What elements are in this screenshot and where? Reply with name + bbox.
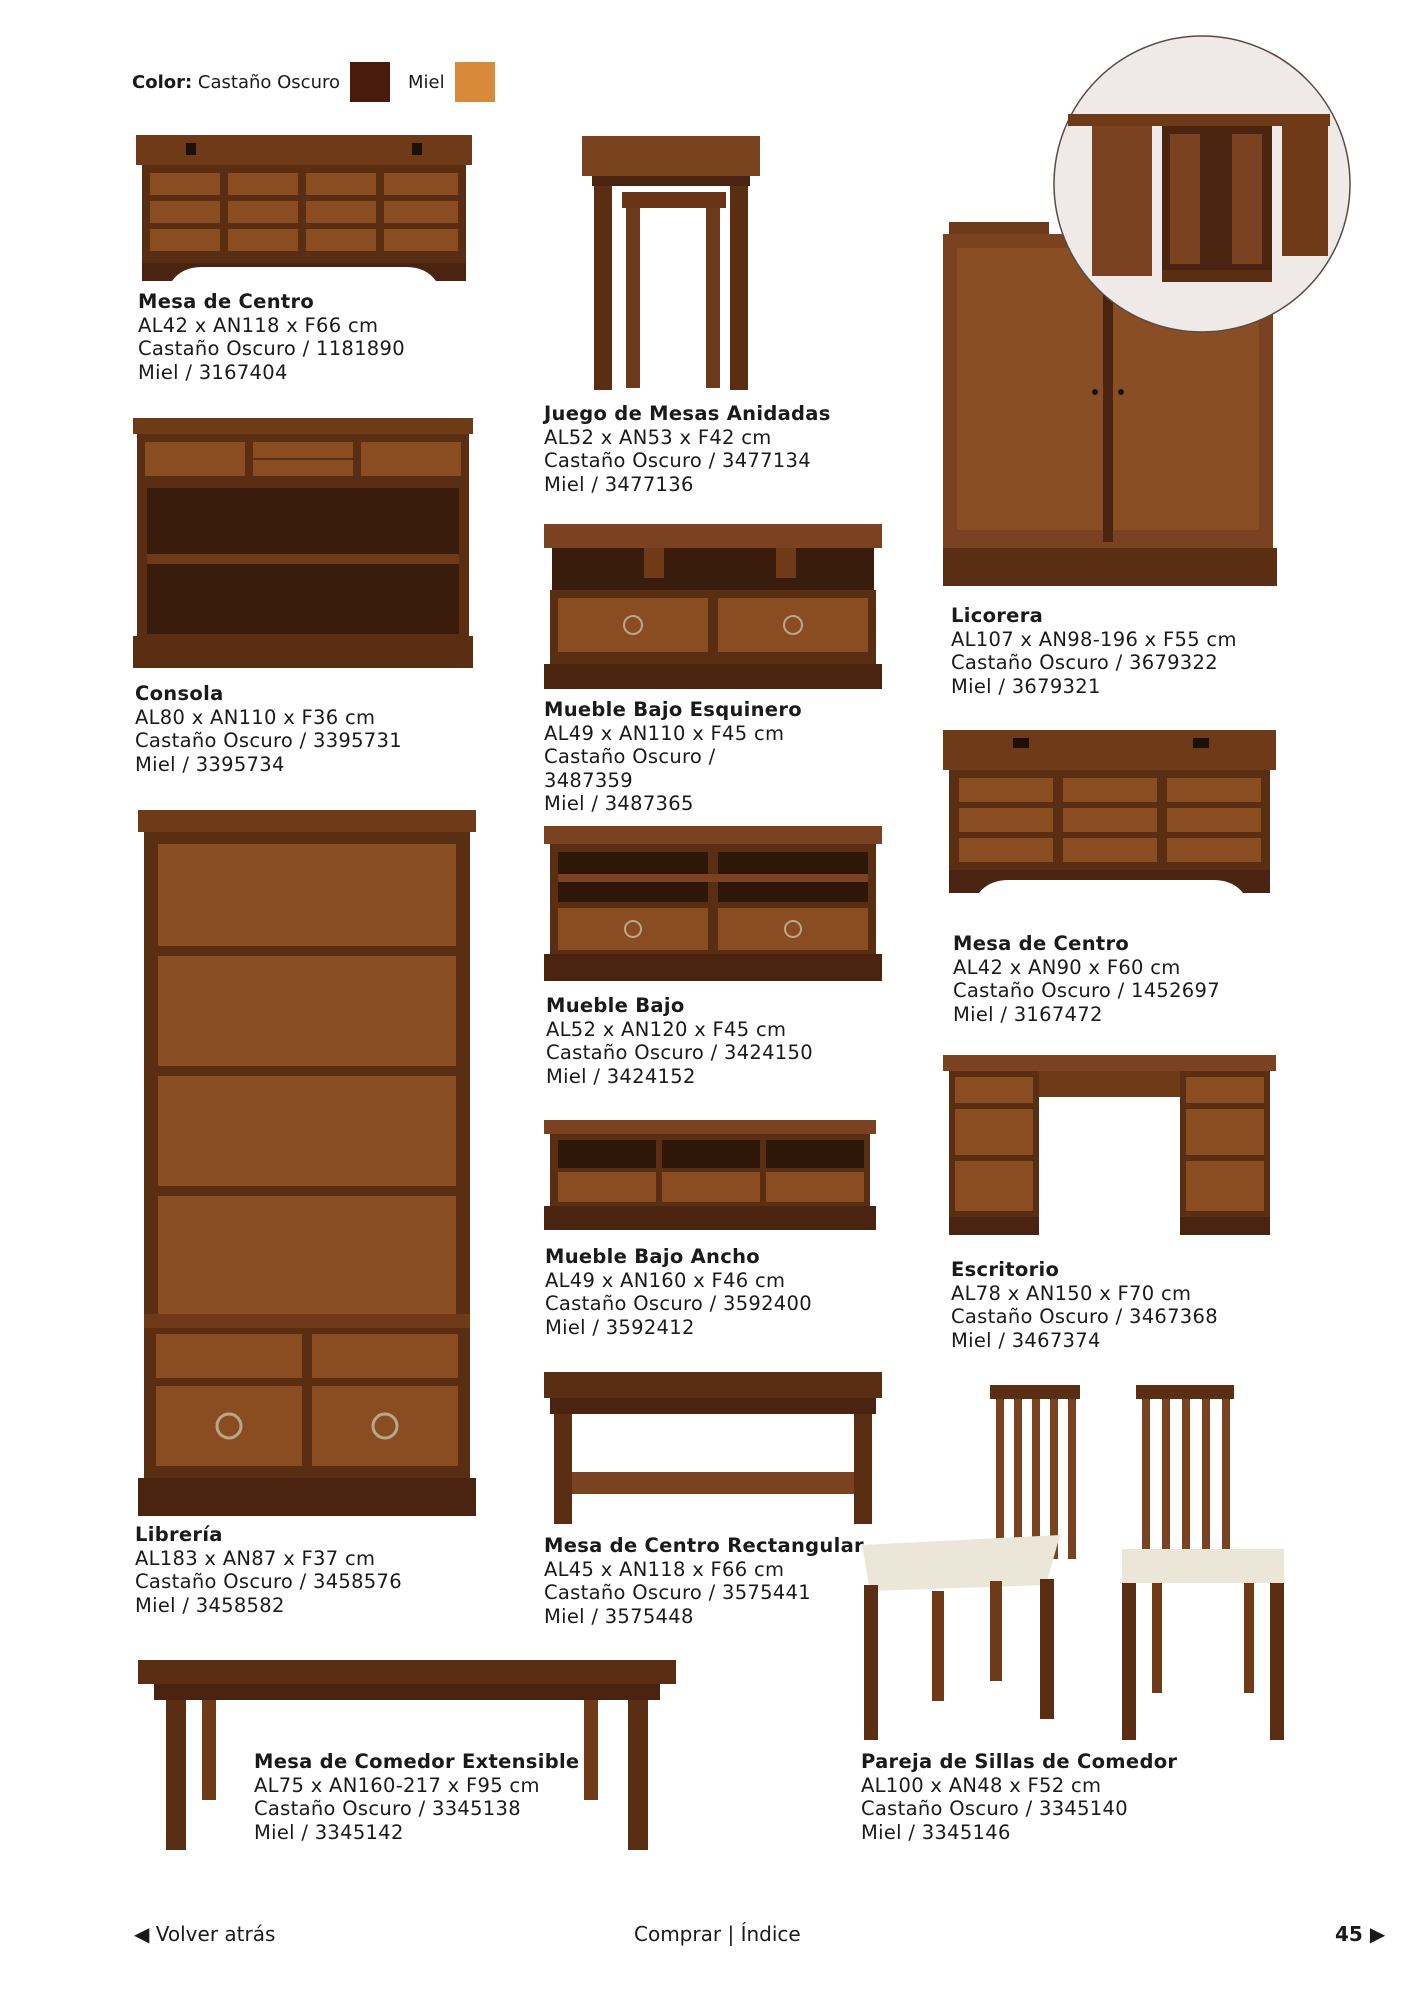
product-dimensions: AL45 x AN118 x F66 cm (544, 1557, 785, 1581)
product-mesa-centro-1 (138, 290, 405, 384)
product-name: Licorera (951, 604, 1044, 627)
product-dimensions: AL42 x AN90 x F60 cm (953, 955, 1181, 979)
product-ref-miel: Miel / 3167404 (138, 360, 288, 384)
triangle-right-icon: ▶ (1369, 1922, 1386, 1946)
product-licorera (951, 604, 1237, 698)
product-image-mueble-esquinero[interactable] (544, 524, 882, 689)
product-image-mueble-bajo-ancho[interactable] (544, 1120, 876, 1230)
product-image-escritorio[interactable] (943, 1055, 1276, 1235)
product-dimensions: AL52 x AN53 x F42 cm (544, 425, 772, 449)
product-ref-castano: Castaño Oscuro / 3679322 (951, 651, 1218, 674)
product-image-mesa-rectangular[interactable] (544, 1372, 882, 1524)
product-ref-miel: Miel / 3679321 (951, 674, 1101, 698)
product-ref-castano: Castaño Oscuro / 3424150 (546, 1041, 813, 1064)
product-ref-miel: Miel / 3424152 (546, 1064, 696, 1088)
product-ref-miel: Miel / 3167472 (953, 1002, 1103, 1026)
product-escritorio (951, 1258, 1218, 1352)
product-mueble-esquinero (544, 698, 802, 816)
legend-option-name: Castaño Oscuro (197, 71, 340, 93)
product-dimensions: AL78 x AN150 x F70 cm (951, 1281, 1192, 1305)
product-dimensions: AL42 x AN118 x F66 cm (138, 313, 379, 337)
back-label: Volver atrás (155, 1922, 276, 1946)
legend-label: Color: (132, 71, 193, 93)
product-ref-miel: Miel / 3345146 (861, 1820, 1011, 1844)
product-image-libreria[interactable] (138, 810, 476, 1516)
product-dimensions: AL107 x AN98-196 x F55 cm (951, 627, 1237, 651)
product-name: Pareja de Sillas de Comedor (861, 1750, 1178, 1773)
product-ref-miel: Miel / 3477136 (544, 472, 694, 496)
product-mesas-anidadas (544, 402, 831, 496)
product-ref-miel: Miel / 3575448 (544, 1604, 694, 1628)
product-image-mesa-centro-2[interactable] (943, 730, 1276, 893)
product-ref-miel: Miel / 3592412 (545, 1315, 695, 1339)
product-sillas (861, 1750, 1177, 1844)
product-ref-miel: Miel / 3395734 (135, 752, 285, 776)
product-ref-castano: Castaño Oscuro / 3345138 (254, 1797, 521, 1820)
product-dimensions: AL49 x AN160 x F46 cm (545, 1268, 786, 1292)
back-link[interactable] (134, 1922, 275, 1946)
product-name: Mesa de Comedor Extensible (254, 1750, 580, 1773)
product-name: Mesa de Centro (953, 932, 1130, 955)
product-mueble-bajo-ancho (545, 1245, 812, 1339)
product-image-consola[interactable] (133, 418, 473, 668)
product-name: Librería (135, 1523, 223, 1546)
product-ref-castano: Castaño Oscuro / 3395731 (135, 729, 402, 752)
product-name: Mesa de Centro Rectangular (544, 1534, 864, 1557)
product-image-licorera-open-inset (1052, 34, 1352, 334)
product-dimensions: AL100 x AN48 x F52 cm (861, 1773, 1102, 1797)
product-ref-castano: Castaño Oscuro / 3575441 (544, 1581, 811, 1604)
product-consola (135, 682, 402, 776)
product-name: Escritorio (951, 1258, 1060, 1281)
product-dimensions: AL52 x AN120 x F45 cm (546, 1017, 787, 1041)
product-ref-castano-cont: 3487359 (544, 768, 633, 792)
product-image-sillas[interactable] (860, 1385, 1288, 1740)
product-ref-castano: Castaño Oscuro / 3467368 (951, 1305, 1218, 1328)
product-name: Mueble Bajo (546, 994, 685, 1017)
triangle-left-icon: ◀ (134, 1922, 150, 1946)
swatch-castano[interactable] (350, 62, 390, 102)
product-ref-castano: Castaño Oscuro / 3477134 (544, 449, 811, 472)
product-mesa-centro-2 (953, 932, 1220, 1026)
buy-link[interactable]: Comprar (634, 1922, 722, 1946)
footer-center-nav (634, 1922, 801, 1946)
product-ref-miel: Miel / 3458582 (135, 1593, 285, 1617)
product-ref-castano: Castaño Oscuro / (544, 745, 716, 768)
product-dimensions: AL49 x AN110 x F45 cm (544, 721, 785, 745)
product-mesa-comedor (254, 1750, 579, 1844)
index-link[interactable]: Índice (740, 1922, 801, 1946)
product-ref-miel: Miel / 3467374 (951, 1328, 1101, 1352)
product-dimensions: AL75 x AN160-217 x F95 cm (254, 1773, 540, 1797)
product-mueble-bajo (546, 994, 813, 1088)
product-dimensions: AL183 x AN87 x F37 cm (135, 1546, 376, 1570)
product-name: Mueble Bajo Esquinero (544, 698, 802, 721)
product-name: Juego de Mesas Anidadas (544, 402, 831, 425)
product-image-mueble-bajo[interactable] (544, 826, 882, 981)
product-mesa-rectangular (544, 1534, 864, 1628)
product-ref-castano: Castaño Oscuro / 3345140 (861, 1797, 1128, 1820)
product-ref-castano: Castaño Oscuro / 1181890 (138, 337, 405, 360)
product-image-mesa-centro-1[interactable] (136, 135, 472, 281)
footer-separator: | (727, 1922, 735, 1946)
product-ref-miel: Miel / 3487365 (544, 792, 694, 815)
product-ref-castano: Castaño Oscuro / 3592400 (545, 1292, 812, 1315)
product-ref-castano: Castaño Oscuro / 3458576 (135, 1570, 402, 1593)
color-legend (132, 60, 513, 104)
product-ref-miel: Miel / 3345142 (254, 1820, 404, 1844)
next-page-link[interactable] (1335, 1922, 1385, 1946)
legend-option-name: Miel (408, 71, 445, 93)
product-libreria (135, 1523, 402, 1617)
swatch-miel[interactable] (455, 62, 495, 102)
product-name: Consola (135, 682, 224, 705)
page-number: 45 (1335, 1922, 1363, 1946)
product-image-mesas-anidadas[interactable] (582, 136, 760, 390)
product-dimensions: AL80 x AN110 x F36 cm (135, 705, 376, 729)
product-ref-castano: Castaño Oscuro / 1452697 (953, 979, 1220, 1002)
product-name: Mesa de Centro (138, 290, 315, 313)
product-name: Mueble Bajo Ancho (545, 1245, 760, 1268)
